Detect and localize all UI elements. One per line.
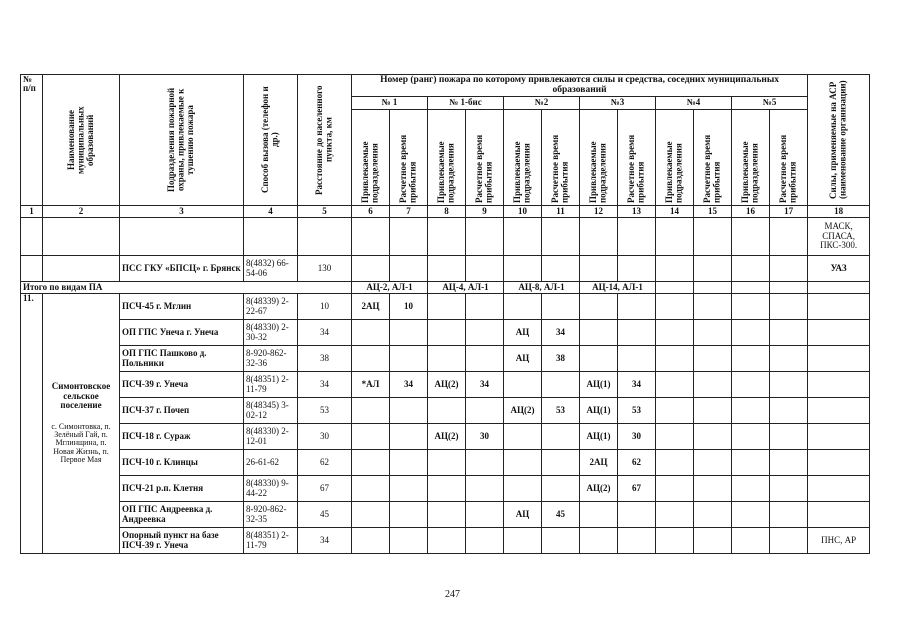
rank1-units [352,346,390,372]
totals-row [21,282,870,294]
rank4-time [694,320,732,346]
rank4-units [656,372,694,398]
unit-name: ПСЧ-39 г. Унеча [120,372,244,398]
table-row [21,528,870,554]
rank1-time [390,528,428,554]
colnum: 16 [732,206,770,218]
asr-forces [808,372,870,398]
asr-forces [808,294,870,320]
rank1bis-units [428,294,466,320]
rank2-time: 45 [542,502,580,528]
rank-1bis-units-header: Привлекаемые подразделения [428,110,466,206]
colnum: 18 [808,206,870,218]
page-number: 247 [445,589,460,600]
rank2-time: 34 [542,320,580,346]
unit-name: ПСЧ-45 г. Мглин [120,294,244,320]
colnum: 15 [694,206,732,218]
fire-forces-table [20,74,870,554]
rank5-units [732,398,770,424]
colnum: 6 [352,206,390,218]
rank1bis-units [428,450,466,476]
call-method: 8(48330) 2-30-32 [244,320,298,346]
rank3-units: АЦ(2) [580,476,618,502]
rank1-units: 2АЦ [352,294,390,320]
rank-3-units-header: Привлекаемые подразделения [580,110,618,206]
colnum: 14 [656,206,694,218]
distance: 53 [298,398,352,424]
rank5-time [770,528,808,554]
rank5-units [732,424,770,450]
rank2-units [504,294,542,320]
colnum: 8 [428,206,466,218]
rank5-time [770,294,808,320]
rank2-units: АЦ(2) [504,398,542,424]
unit-name: ПСЧ-21 р.п. Клетня [120,476,244,502]
rank-1: № 1 [352,97,428,110]
rank5-units [732,294,770,320]
rank4-units [656,528,694,554]
rank3-time: 67 [618,476,656,502]
rank2-units: АЦ [504,502,542,528]
rank4-time [694,528,732,554]
rank1bis-time [466,320,504,346]
rank1bis-units [428,320,466,346]
rank4-units [656,346,694,372]
rank1-units [352,528,390,554]
pss-call: 8(4832) 66-54-06 [244,256,298,282]
distance: 45 [298,502,352,528]
rank5-units [732,476,770,502]
rank-4-units-header: Привлекаемые подразделения [656,110,694,206]
rank5-units [732,450,770,476]
totals-rank1: АЦ-2, АЛ-1 [352,282,428,294]
rank3-units: 2АЦ [580,450,618,476]
rank4-units [656,320,694,346]
totals-rank2: АЦ-8, АЛ-1 [504,282,580,294]
rank4-time [694,476,732,502]
rank1bis-time [466,528,504,554]
rank2-time [542,528,580,554]
rank2-units [504,528,542,554]
unit-name: ОП ГПС Унеча г. Унеча [120,320,244,346]
rank-2-time-header: Расчетное время прибытия [542,110,580,206]
asr-forces [808,450,870,476]
totals-label: Итого по видам ПА [21,282,352,294]
rank1bis-units [428,476,466,502]
table-row [21,294,870,320]
rank4-time [694,502,732,528]
rank1-time [390,424,428,450]
rank3-time: 53 [618,398,656,424]
rank5-time [770,346,808,372]
table-row [21,320,870,346]
rank4-time [694,450,732,476]
distance: 34 [298,320,352,346]
colnum: 1 [21,206,43,218]
call-method: 8-920-862-32-36 [244,346,298,372]
rank4-time [694,294,732,320]
colnum: 17 [770,206,808,218]
asr-forces [808,476,870,502]
totals-rank3: АЦ-14, АЛ-1 [580,282,656,294]
rank1-time [390,476,428,502]
rank2-time: 53 [542,398,580,424]
rank4-units [656,398,694,424]
data-rows [21,294,870,554]
call-method: 26-61-62 [244,450,298,476]
call-method: 8(48351) 2-11-79 [244,372,298,398]
rank5-time [770,320,808,346]
rank4-units [656,450,694,476]
rank1bis-time: 30 [466,424,504,450]
asr-forces [808,320,870,346]
call-method: 8(48339) 2-22-67 [244,294,298,320]
rank5-time [770,476,808,502]
rank2-time [542,424,580,450]
unit-name: ПСЧ-37 г. Почеп [120,398,244,424]
pss-unit: ПСС ГКУ «БПСЦ» г. Брянск [120,256,244,282]
totals-rank1bis: АЦ-4, АЛ-1 [428,282,504,294]
colnum: 3 [120,206,244,218]
pss-distance: 130 [298,256,352,282]
document-sheet [20,74,870,554]
call-method: 8(48330) 2-12-01 [244,424,298,450]
unit-name: ПСЧ-18 г. Сураж [120,424,244,450]
rank-3-time-header: Расчетное время прибытия [618,110,656,206]
rank4-time [694,372,732,398]
column-numbers-row [21,206,870,218]
rank5-units [732,528,770,554]
rank5-units [732,372,770,398]
header-municipality: Наименование муниципальных образований [43,75,120,206]
header-units: Подразделения пожарной охраны, привлекаемые к тушению пожара [120,75,244,206]
colnum: 5 [298,206,352,218]
rank-1-units-header: Привлекаемые подразделения [352,110,390,206]
rank1bis-time: 34 [466,372,504,398]
colnum: 10 [504,206,542,218]
table-row [21,450,870,476]
distance: 67 [298,476,352,502]
top-asr-row [21,218,870,256]
rank5-time [770,398,808,424]
rank4-units [656,294,694,320]
call-method: 8-920-862-32-35 [244,502,298,528]
header-asr: Силы, применяемые на АСР (наименование организации) [808,75,870,206]
colnum: 12 [580,206,618,218]
distance: 30 [298,424,352,450]
rank5-time [770,450,808,476]
unit-name: ПСЧ-10 г. Клинцы [120,450,244,476]
rank5-time [770,424,808,450]
rank1-time [390,398,428,424]
distance: 34 [298,372,352,398]
colnum: 11 [542,206,580,218]
rank1-units [352,450,390,476]
colnum: 2 [43,206,120,218]
rank3-units [580,502,618,528]
rank-2: №2 [504,97,580,110]
rank4-units [656,502,694,528]
table-row [21,502,870,528]
rank1bis-time [466,502,504,528]
rank-1bis-time-header: Расчетное время прибытия [466,110,504,206]
rank4-time [694,424,732,450]
rank1bis-time [466,476,504,502]
table-row [21,398,870,424]
rank-2-units-header: Привлекаемые подразделения [504,110,542,206]
rank1-units [352,398,390,424]
rank3-units [580,346,618,372]
rank2-units [504,450,542,476]
table-row [21,424,870,450]
rank3-time [618,502,656,528]
table-row [21,476,870,502]
municipality-cell [43,294,120,554]
rank-4-time-header: Расчетное время прибытия [694,110,732,206]
rank1-time [390,450,428,476]
rank3-units: АЦ(1) [580,398,618,424]
table-row [21,372,870,398]
colnum: 7 [390,206,428,218]
rank1bis-time [466,294,504,320]
rank4-units [656,476,694,502]
rank5-units [732,502,770,528]
rank3-time [618,346,656,372]
colnum: 13 [618,206,656,218]
rank1-time: 10 [390,294,428,320]
rank2-time [542,476,580,502]
rank3-time [618,294,656,320]
rank2-units: АЦ [504,320,542,346]
rank-5-time-header: Расчетное время прибытия [770,110,808,206]
asr-top-cell: МАСК, СПАСА, ПКС-300. [808,218,870,256]
rank-1bis: № 1-бис [428,97,504,110]
rank1-units [352,476,390,502]
distance: 34 [298,528,352,554]
rank3-units: АЦ(1) [580,424,618,450]
rank2-time: 38 [542,346,580,372]
rank1bis-time [466,346,504,372]
rank5-units [732,346,770,372]
rank-4: №4 [656,97,732,110]
rank3-time [618,320,656,346]
rank2-time [542,450,580,476]
rank1bis-units [428,528,466,554]
rank1bis-units: АЦ(2) [428,372,466,398]
rank2-units: АЦ [504,346,542,372]
rank1bis-time [466,398,504,424]
rank3-time: 30 [618,424,656,450]
rank1-units [352,320,390,346]
rank3-units [580,294,618,320]
rank5-time [770,372,808,398]
rank-3: №3 [580,97,656,110]
rank-5-units-header: Привлекаемые подразделения [732,110,770,206]
rank1-time: 34 [390,372,428,398]
call-method: 8(48351) 2-11-79 [244,528,298,554]
rank3-units: АЦ(1) [580,372,618,398]
rank5-units [732,320,770,346]
rank-1-time-header: Расчетное время прибытия [390,110,428,206]
header-num: № п/п [21,75,43,206]
rank1-units: *АЛ [352,372,390,398]
asr-forces: ПНС, АР [808,528,870,554]
rank-5: №5 [732,97,808,110]
rank2-time [542,372,580,398]
rank3-units [580,528,618,554]
rank1bis-units: АЦ(2) [428,424,466,450]
rank3-time: 34 [618,372,656,398]
unit-name: Опорный пункт на базе ПСЧ-39 г. Унеча [120,528,244,554]
rank2-units [504,476,542,502]
pss-asr: УАЗ [808,256,870,282]
rank4-time [694,398,732,424]
rank3-time [618,528,656,554]
asr-forces [808,424,870,450]
rank1-units [352,424,390,450]
asr-forces [808,346,870,372]
call-method: 8(48330) 9-44-22 [244,476,298,502]
rank2-time [542,294,580,320]
rank1-time [390,346,428,372]
rank5-time [770,502,808,528]
rank4-time [694,346,732,372]
call-method: 8(48345) 3-02-12 [244,398,298,424]
rank1-units [352,502,390,528]
distance: 62 [298,450,352,476]
rank4-units [656,424,694,450]
rank2-units [504,424,542,450]
header-row-1 [21,75,870,97]
rank2-units [504,372,542,398]
distance: 38 [298,346,352,372]
rank1bis-units [428,398,466,424]
colnum: 9 [466,206,504,218]
municipality-name: Симонтовское сельское поселение [51,381,111,411]
unit-name: ОП ГПС Пашково д. Польники [120,346,244,372]
rank1bis-units [428,346,466,372]
settlements-list: с. Симонтовка, п. Зелёный Гай, п. Мглинщина, п. Новая Жизнь, п. Первое Мая [51,421,111,465]
unit-name: ОП ГПС Андреевка д. Андреевка [120,502,244,528]
table-row [21,346,870,372]
pss-row [21,256,870,282]
rank1-time [390,320,428,346]
rank1-time [390,502,428,528]
header-rank-group: Номер (ранг) пожара по которому привлекаются силы и средства, соседних муниципальных образований [352,75,808,97]
rank1bis-time [466,450,504,476]
rank1bis-units [428,502,466,528]
colnum: 4 [244,206,298,218]
asr-forces [808,398,870,424]
header-call: Способ вызова (телефон и др.) [244,75,298,206]
rank3-units [580,320,618,346]
section-number: 11. [21,294,43,554]
asr-forces [808,502,870,528]
header-distance: Расстояние до населенного пункта, км [298,75,352,206]
rank3-time: 62 [618,450,656,476]
distance: 10 [298,294,352,320]
